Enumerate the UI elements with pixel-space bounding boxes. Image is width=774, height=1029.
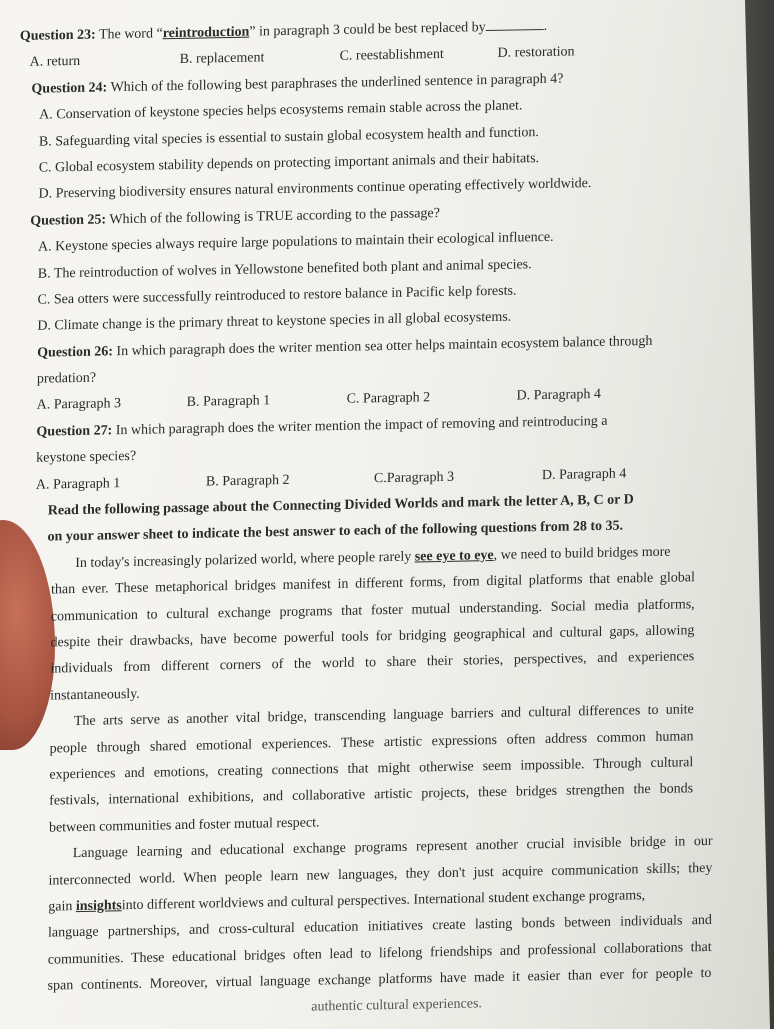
instructions-line-1: Read the following passage about the Connecting Divided Worlds and mark the letter A, B, C or D (47, 492, 634, 519)
question-26-label: Question 26: (37, 343, 114, 361)
option-c: C. reestablishment (339, 47, 444, 65)
question-23: Question 23: The word “reintroduction” in paragraph 3 could be best replaced by . (20, 10, 740, 50)
passage-p1-line-1: In today's increasingly polarized world, where people rarely see eye to eye, we need to build bridges more (75, 544, 671, 571)
passage-p3-line-6: span continents. Moreover, virtual language exchange platforms have made it easier than ever for people to (47, 965, 712, 994)
question-26: Question 26: In which paragraph does the writer mention sea otter helps maintain ecosystem balance through (37, 333, 653, 361)
question-27-label: Question 27: (36, 423, 113, 440)
option-b: B. Paragraph 2 (205, 472, 290, 490)
option-c: C. Paragraph 2 (346, 390, 431, 408)
option-a: A. Paragraph 3 (36, 396, 122, 414)
passage-p3-line-2: interconnected world. When people learn new languages, they don't just acquire communication skills; they (48, 860, 713, 889)
passage-p1-line-5: individuals from different corners of the world to share their stories, perspectives, and experiences (50, 649, 695, 677)
option-c: C. Global ecosystem stability depends on protecting important animals and their habitats. (38, 151, 540, 176)
question-25: Question 25: Which of the following is TRUE according to the passage? (30, 205, 440, 229)
option-a: A. Conservation of keystone species helps ecosystems remain stable across the planet. (39, 98, 523, 123)
question-26-continued: predation? (36, 370, 97, 387)
option-a: A. Paragraph 1 (35, 475, 121, 493)
option-b: B. Paragraph 1 (186, 393, 271, 411)
underlined-idiom: see eye to eye (414, 547, 494, 565)
option-a: A. Keystone species always require large populations to maintain their ecological influence. (37, 229, 554, 255)
passage-p2-line-5: between communities and foster mutual respect. (48, 815, 320, 836)
question-23-label: Question 23: (19, 27, 96, 45)
question-25-label: Question 25: (30, 212, 107, 229)
passage-p1-line-2: than ever. These metaphorical bridges manifest in different forms, from digital platforms that enable global (50, 570, 695, 598)
passage-p3-line-3: gain insightsinto different worldviews and cultural perspectives. International student exchange programs, (48, 888, 646, 915)
passage-p1-line-3: communication to cultural exchange programs that foster mutual understanding. Social media platforms, (50, 596, 695, 625)
option-d: D. Paragraph 4 (541, 466, 627, 483)
passage-p1-line-4: despite their drawbacks, have become powerful tools for bridging geographical and cultural gaps, allowing (50, 623, 695, 651)
option-b: B. Safeguarding vital species is essential to sustain global ecosystem health and function. (38, 124, 539, 150)
option-d: D. Climate change is the primary threat to keystone species in all global ecosystems. (37, 309, 512, 335)
passage-p2-line-2: people through shared emotional experiences. These artistic expressions often address common human (49, 728, 694, 757)
option-d: D. restoration (497, 44, 575, 62)
question-27-continued: keystone species? (36, 449, 137, 467)
underlined-word: insights (75, 898, 122, 914)
passage-p3-line-4: language partnerships, and cross-cultural education initiatives create lasting bonds between individuals and (47, 913, 712, 941)
answer-blank (486, 15, 544, 31)
option-b: B. replacement (179, 50, 265, 68)
option-d: D. Preserving biodiversity ensures natural environments continue operating effectively worldwide. (38, 176, 592, 203)
passage-p2-line-1: The arts serve as another vital bridge, transcending language barriers and cultural differences to unite (73, 702, 694, 730)
passage-p1-line-6: instantaneously. (50, 686, 140, 704)
question-24-label: Question 24: (31, 80, 108, 97)
option-b: B. The reintroduction of wolves in Yellowstone benefited both plant and animal species. (37, 256, 532, 282)
exam-content (11, 10, 740, 1027)
question-24: Question 24: Which of the following best paraphrases the underlined sentence in paragraph 4? (31, 71, 564, 97)
option-a: A. return (29, 54, 81, 71)
option-c: C. Sea otters were successfully reintroduced to restore balance in Pacific kelp forests. (37, 283, 517, 308)
option-d: D. Paragraph 4 (516, 387, 601, 405)
question-27: Question 27: In which paragraph does the writer mention the impact of removing and reintroducing a (36, 413, 608, 440)
passage-p3-line-5: communities. These educational bridges often lead to lifelong friendships and professional collaborations that (47, 939, 712, 968)
passage-p3-line-7: authentic cultural experiences. (311, 996, 482, 1016)
passage-p2-line-4: festivals, international exhibitions, and collaborative artistic projects, these bridges strengthen the bonds (49, 781, 694, 809)
instructions-line-2: on your answer sheet to indicate the best answer to each of the following questions from 28 to 35. (47, 518, 624, 545)
underlined-word: reintroduction (162, 24, 250, 42)
passage-p2-line-3: experiences and emotions, creating connections that might otherwise seem impossible. Through cultural (49, 755, 694, 783)
option-c: C.Paragraph 3 (373, 469, 455, 486)
passage-p3-line-1: Language learning and educational exchange programs represent another crucial invisible bridge in our (72, 833, 713, 862)
